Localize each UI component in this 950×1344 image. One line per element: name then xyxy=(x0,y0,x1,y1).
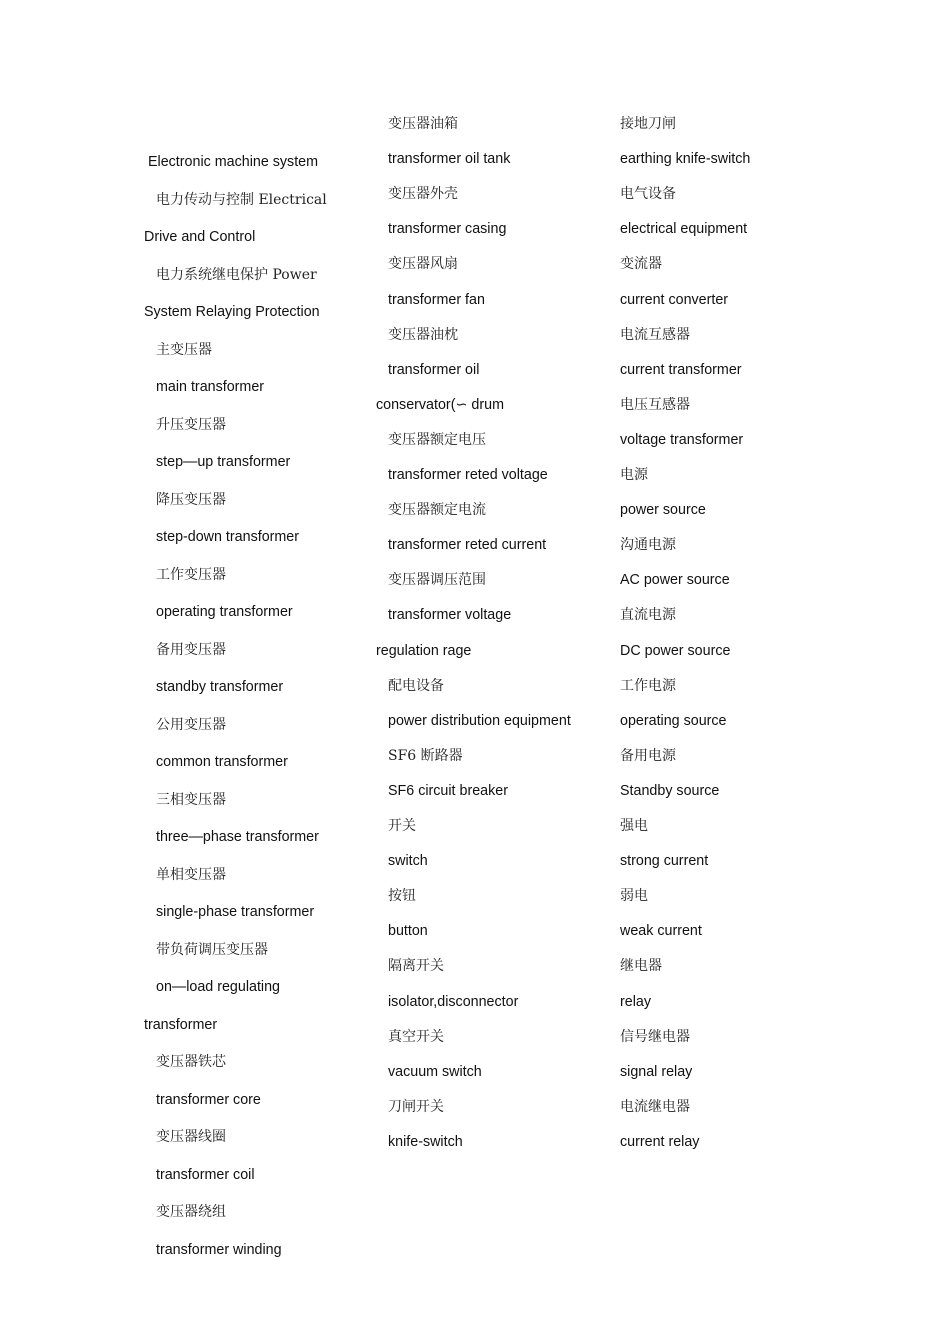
term-chinese: 变压器油枕 xyxy=(388,326,458,343)
term-english: current relay xyxy=(620,1133,700,1150)
term-english: strong current xyxy=(620,853,709,870)
term-chinese: 信号继电器 xyxy=(620,1028,690,1045)
term-english: transformer oil tank xyxy=(388,151,511,168)
term-chinese: 工作电源 xyxy=(620,677,676,694)
term-chinese: 电流继电器 xyxy=(620,1098,690,1115)
term-chinese: 强电 xyxy=(620,818,648,834)
term-english: relay xyxy=(620,993,651,1010)
term-english: operating transformer xyxy=(156,604,293,620)
term-english: standby transformer xyxy=(156,679,284,695)
term-chinese: 弱电 xyxy=(620,888,648,905)
term-chinese: SF6 断路器 xyxy=(388,747,463,764)
term-chinese: 电流互感器 xyxy=(620,326,690,343)
term-chinese: 电源 xyxy=(620,467,648,483)
term-chinese: 变压器调压范围 xyxy=(388,572,486,589)
term-english: power distribution equipment xyxy=(388,712,571,729)
term-english: transformer xyxy=(144,1016,218,1033)
term-chinese: 沟通电源 xyxy=(620,537,676,554)
term-english: button xyxy=(388,923,428,940)
term-english: operating source xyxy=(620,712,727,729)
term-chinese: 变压器风扇 xyxy=(388,256,458,273)
term-english: on—load regulating xyxy=(156,979,280,995)
term-chinese: 三相变压器 xyxy=(156,791,226,808)
term-english: three—phase transformer xyxy=(156,829,319,845)
term-english: regulation rage xyxy=(376,642,472,659)
term-english: transformer casing xyxy=(388,221,507,238)
term-chinese: 刀闸开关 xyxy=(388,1098,444,1115)
term-english: transformer oil xyxy=(388,361,480,378)
term-chinese: 变压器绕组 xyxy=(156,1204,226,1220)
term-english: AC power source xyxy=(620,572,730,589)
term-english: vacuum switch xyxy=(388,1063,482,1080)
term-chinese: 电压互感器 xyxy=(620,396,690,413)
term-english: current converter xyxy=(620,291,729,308)
term-english: conservator(∽ drum xyxy=(376,396,504,413)
term-english: voltage transformer xyxy=(620,431,744,448)
term-chinese: 变压器铁芯 xyxy=(156,1054,226,1070)
term-chinese: 配电设备 xyxy=(388,677,444,694)
term-chinese: 变压器额定电流 xyxy=(388,502,486,519)
term-english: power source xyxy=(620,502,706,519)
term-english: transformer winding xyxy=(156,1241,282,1258)
term-chinese: 直流电源 xyxy=(620,607,676,624)
term-english: switch xyxy=(388,853,428,870)
term-chinese: 降压变压器 xyxy=(156,491,226,508)
term-chinese: 隔离开关 xyxy=(388,958,444,975)
term-english: common transformer xyxy=(156,754,288,770)
term-english: transformer voltage xyxy=(388,607,512,624)
term-chinese: 电力系统继电保护 Power xyxy=(156,266,317,283)
term-english: step-down transformer xyxy=(156,529,300,545)
term-chinese: 按钮 xyxy=(388,888,416,905)
term-chinese: 单相变压器 xyxy=(156,866,226,883)
term-chinese: 变压器额定电压 xyxy=(388,431,486,448)
term-chinese: 接地刀闸 xyxy=(620,116,676,132)
term-chinese: 公用变压器 xyxy=(156,716,226,733)
term-chinese: 变压器油箱 xyxy=(388,116,458,132)
term-english: electrical equipment xyxy=(620,221,748,238)
term-english: DC power source xyxy=(620,642,731,659)
term-chinese: 带负荷调压变压器 xyxy=(156,941,268,958)
term-english: Drive and Control xyxy=(144,229,256,245)
term-chinese: 变压器外壳 xyxy=(388,186,458,203)
term-chinese: 继电器 xyxy=(620,958,662,975)
term-english: transformer fan xyxy=(388,291,485,308)
term-english: signal relay xyxy=(620,1063,693,1080)
term-english: main transformer xyxy=(156,379,265,395)
term-english: knife-switch xyxy=(388,1133,463,1150)
term-english: weak current xyxy=(620,923,702,940)
term-chinese: 开关 xyxy=(388,818,416,834)
glossary-column-2 xyxy=(370,0,610,1344)
term-english: transformer core xyxy=(156,1091,261,1108)
term-english: transformer reted voltage xyxy=(388,467,548,483)
glossary-column-1 xyxy=(0,0,370,1344)
term-chinese: 变流器 xyxy=(620,256,662,273)
term-chinese: 电气设备 xyxy=(620,186,676,203)
term-english: current transformer xyxy=(620,361,742,378)
term-english: System Relaying Protection xyxy=(144,304,320,320)
glossary-column-3 xyxy=(610,0,930,1344)
term-chinese: 电力传动与控制 Electrical xyxy=(156,191,327,208)
term-english: SF6 circuit breaker xyxy=(388,782,508,799)
term-chinese: 升压变压器 xyxy=(156,416,226,433)
term-english: isolator,disconnector xyxy=(388,993,519,1010)
term-english: transformer coil xyxy=(156,1166,255,1183)
term-english: step—up transformer xyxy=(156,454,291,470)
term-english: Electronic machine system xyxy=(148,154,319,170)
term-chinese: 工作变压器 xyxy=(156,566,226,583)
term-english: Standby source xyxy=(620,782,720,799)
term-chinese: 变压器线圈 xyxy=(156,1129,226,1145)
term-chinese: 真空开关 xyxy=(388,1028,444,1045)
term-english: transformer reted current xyxy=(388,537,547,554)
term-english: single-phase transformer xyxy=(156,904,315,920)
term-chinese: 备用电源 xyxy=(620,747,676,764)
term-english: earthing knife-switch xyxy=(620,151,751,168)
term-chinese: 主变压器 xyxy=(156,341,212,358)
term-chinese: 备用变压器 xyxy=(156,641,226,658)
